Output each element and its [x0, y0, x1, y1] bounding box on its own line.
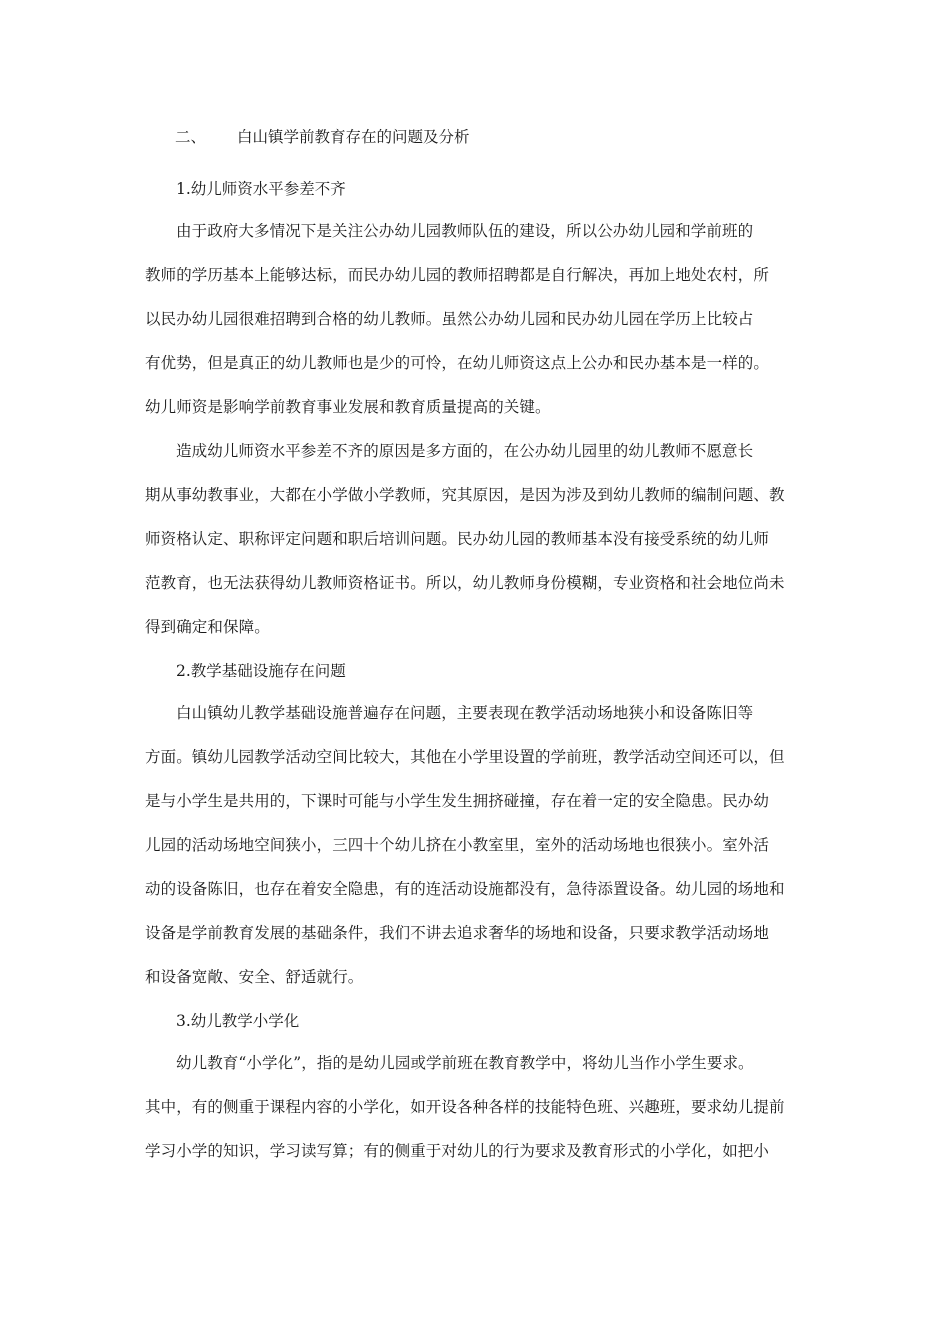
text-line: 动的设备陈旧，也存在着安全隐患，有的连活动设施都没有，急待添置设备。幼儿园的场地和 — [145, 880, 785, 898]
paragraph-1-2 — [145, 436, 808, 642]
text-line: 儿园的活动场地空间狭小，三四十个幼儿挤在小教室里，室外的活动场地也很狭小。室外活 — [145, 836, 770, 854]
text-line: 以民办幼儿园很难招聘到合格的幼儿教师。虽然公办幼儿园和民办幼儿园在学历上比较占 — [145, 310, 754, 328]
text-line: 设备是学前教育发展的基础条件，我们不讲去追求奢华的场地和设备，只要求教学活动场地 — [145, 924, 770, 942]
text-line: 由于政府大多情况下是关注公办幼儿园教师队伍的建设，所以公办幼儿园和学前班的 — [176, 222, 754, 240]
text-line: 得到确定和保障。 — [145, 618, 270, 636]
text-line: 期从事幼教事业，大都在小学做小学教师，究其原因，是因为涉及到幼儿教师的编制问题、教 — [145, 486, 785, 504]
paragraph-2-1 — [145, 698, 808, 992]
section-heading — [145, 122, 808, 152]
text-line: 白山镇幼儿教学基础设施普遍存在问题，主要表现在教学活动场地狭小和设备陈旧等 — [176, 704, 754, 722]
text-line: 其中，有的侧重于课程内容的小学化，如开设各种各样的技能特色班、兴趣班，要求幼儿提前 — [145, 1098, 785, 1116]
paragraph-3-1 — [145, 1048, 808, 1166]
document-body — [145, 122, 808, 1180]
text-line: 幼儿教育“小学化”，指的是幼儿园或学前班在教育教学中，将幼儿当作小学生要求。 — [176, 1054, 754, 1072]
text-line: 和设备宽敞、安全、舒适就行。 — [145, 968, 364, 986]
text-line: 是与小学生是共用的，下课时可能与小学生发生拥挤碰撞，存在着一定的安全隐患。民办幼 — [145, 792, 770, 810]
section-number: 二、 — [175, 128, 207, 146]
subheading-1: 1.幼儿师资水平参差不齐 — [176, 180, 346, 198]
text-line: 学习小学的知识，学习读写算；有的侧重于对幼儿的行为要求及教育形式的小学化，如把小 — [145, 1142, 770, 1160]
text-line: 方面。镇幼儿园教学活动空间比较大，其他在小学里设置的学前班，教学活动空间还可以，但 — [145, 748, 785, 766]
section-title: 白山镇学前教育存在的问题及分析 — [237, 128, 470, 146]
text-line: 有优势，但是真正的幼儿教师也是少的可怜，在幼儿师资这点上公办和民办基本是一样的。 — [145, 354, 770, 372]
text-line: 造成幼儿师资水平参差不齐的原因是多方面的，在公办幼儿园里的幼儿教师不愿意长 — [176, 442, 754, 460]
text-line: 师资格认定、职称评定问题和职后培训问题。民办幼儿园的教师基本没有接受系统的幼儿师 — [145, 530, 770, 548]
text-line: 范教育，也无法获得幼儿教师资格证书。所以，幼儿教师身份模糊，专业资格和社会地位尚未 — [145, 574, 785, 592]
text-line: 幼儿师资是影响学前教育事业发展和教育质量提高的关键。 — [145, 398, 551, 416]
subheading-2: 2.教学基础设施存在问题 — [176, 662, 346, 680]
paragraph-1-1 — [145, 216, 808, 422]
text-line: 教师的学历基本上能够达标，而民办幼儿园的教师招聘都是自行解决，再加上地处农村，所 — [145, 266, 770, 284]
subheading-3: 3.幼儿教学小学化 — [176, 1012, 300, 1030]
